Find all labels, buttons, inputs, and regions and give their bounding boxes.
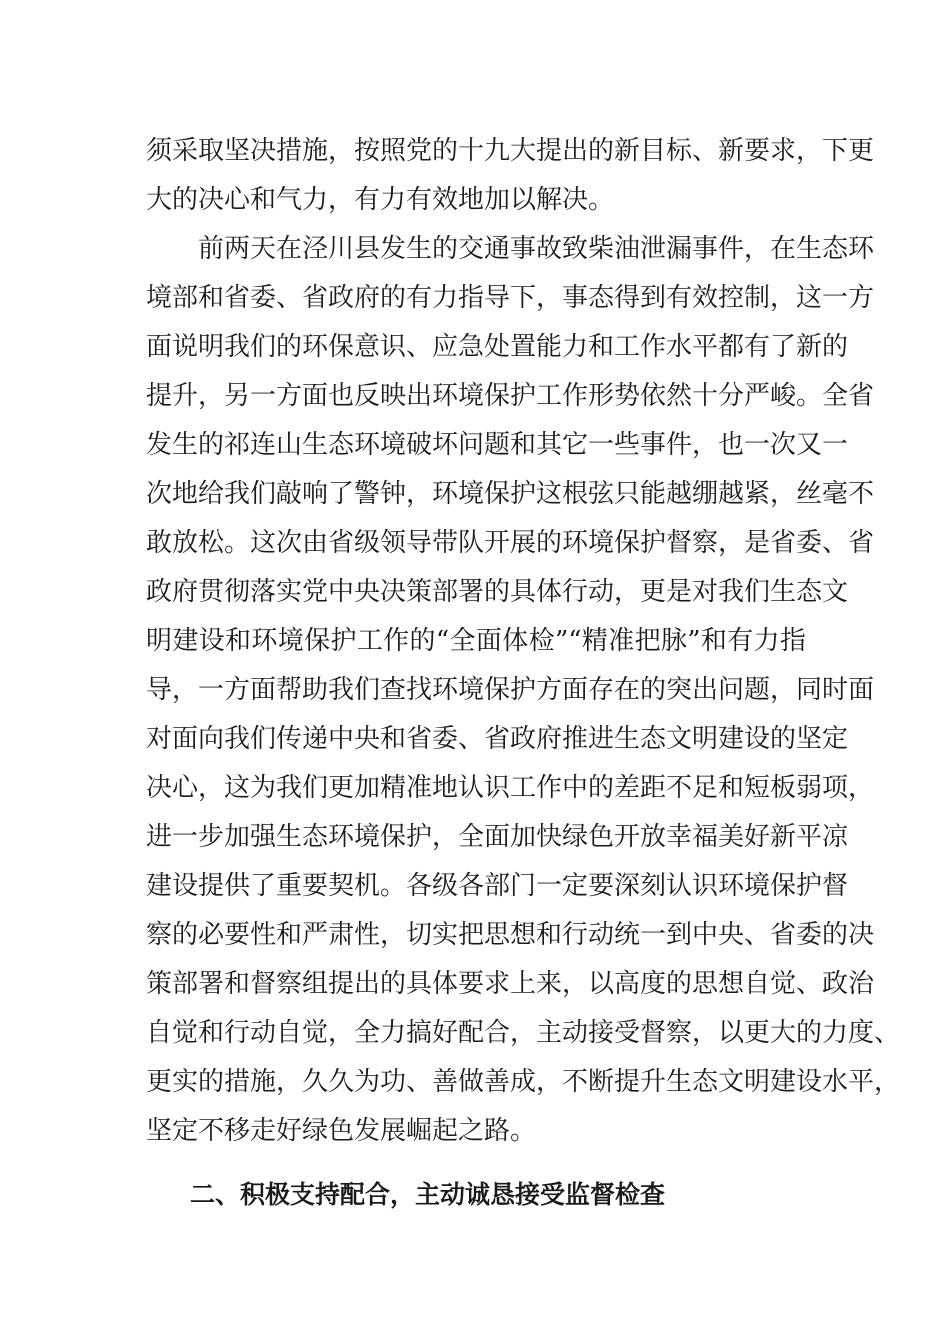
text-line-10: 政府贯彻落实党中央决策部署的具体行动，更是对我们生态文 — [146, 577, 849, 607]
text-line-17: 察的必要性和严肃性，切实把思想和行动统一到中央、省委的决 — [146, 920, 875, 950]
text-line-13: 对面向我们传递中央和省委、省政府推进生态文明建设的坚定 — [146, 724, 849, 754]
text-line-9: 敢放松。这次由省级领导带队开展的环境保护督察，是省委、省 — [146, 528, 875, 558]
text-line-16: 建设提供了重要契机。各级各部门一定要深刻认识环境保护督 — [146, 871, 849, 901]
text-line-6: 提升，另一方面也反映出环境保护工作形势依然十分严峻。全省 — [146, 381, 875, 411]
text-line-11: 明建设和环境保护工作的“全面体检”“精准把脉”和有力指 — [146, 626, 806, 656]
text-line-5: 面说明我们的环保意识、应急处置能力和工作水平都有了新的 — [146, 332, 849, 362]
section-heading: 二、积极支持配合，主动诚恳接受监督检查 — [190, 1180, 666, 1209]
text-line-14: 决心，这为我们更加精准地认识工作中的差距不足和短板弱项， — [146, 773, 875, 803]
text-line-8: 次地给我们敲响了警钟，环境保护这根弦只能越绷越紧，丝毫不 — [146, 479, 875, 509]
text-line-1: 须采取坚决措施，按照党的十九大提出的新目标、新要求，下更 — [146, 136, 875, 166]
text-line-12: 导，一方面帮助我们查找环境保护方面存在的突出问题，同时面 — [146, 675, 875, 705]
text-line-18: 策部署和督察组提出的具体要求上来，以高度的思想自觉、政治 — [146, 969, 875, 999]
text-line-3: 前两天在泾川县发生的交通事故致柴油泄漏事件，在生态环 — [198, 234, 875, 264]
text-line-20: 更实的措施，久久为功、善做善成，不断提升生态文明建设水平， — [146, 1067, 901, 1097]
text-line-4: 境部和省委、省政府的有力指导下，事态得到有效控制，这一方 — [146, 283, 875, 313]
text-line-21: 坚定不移走好绿色发展崛起之路。 — [146, 1116, 537, 1146]
text-line-2: 大的决心和气力，有力有效地加以解决。 — [146, 185, 615, 215]
text-line-15: 进一步加强生态环境保护，全面加快绿色开放幸福美好新平凉 — [146, 822, 849, 852]
text-line-19: 自觉和行动自觉，全力搞好配合，主动接受督察，以更大的力度、 — [146, 1018, 901, 1048]
text-line-7: 发生的祁连山生态环境破坏问题和其它一些事件，也一次又一 — [146, 430, 849, 460]
